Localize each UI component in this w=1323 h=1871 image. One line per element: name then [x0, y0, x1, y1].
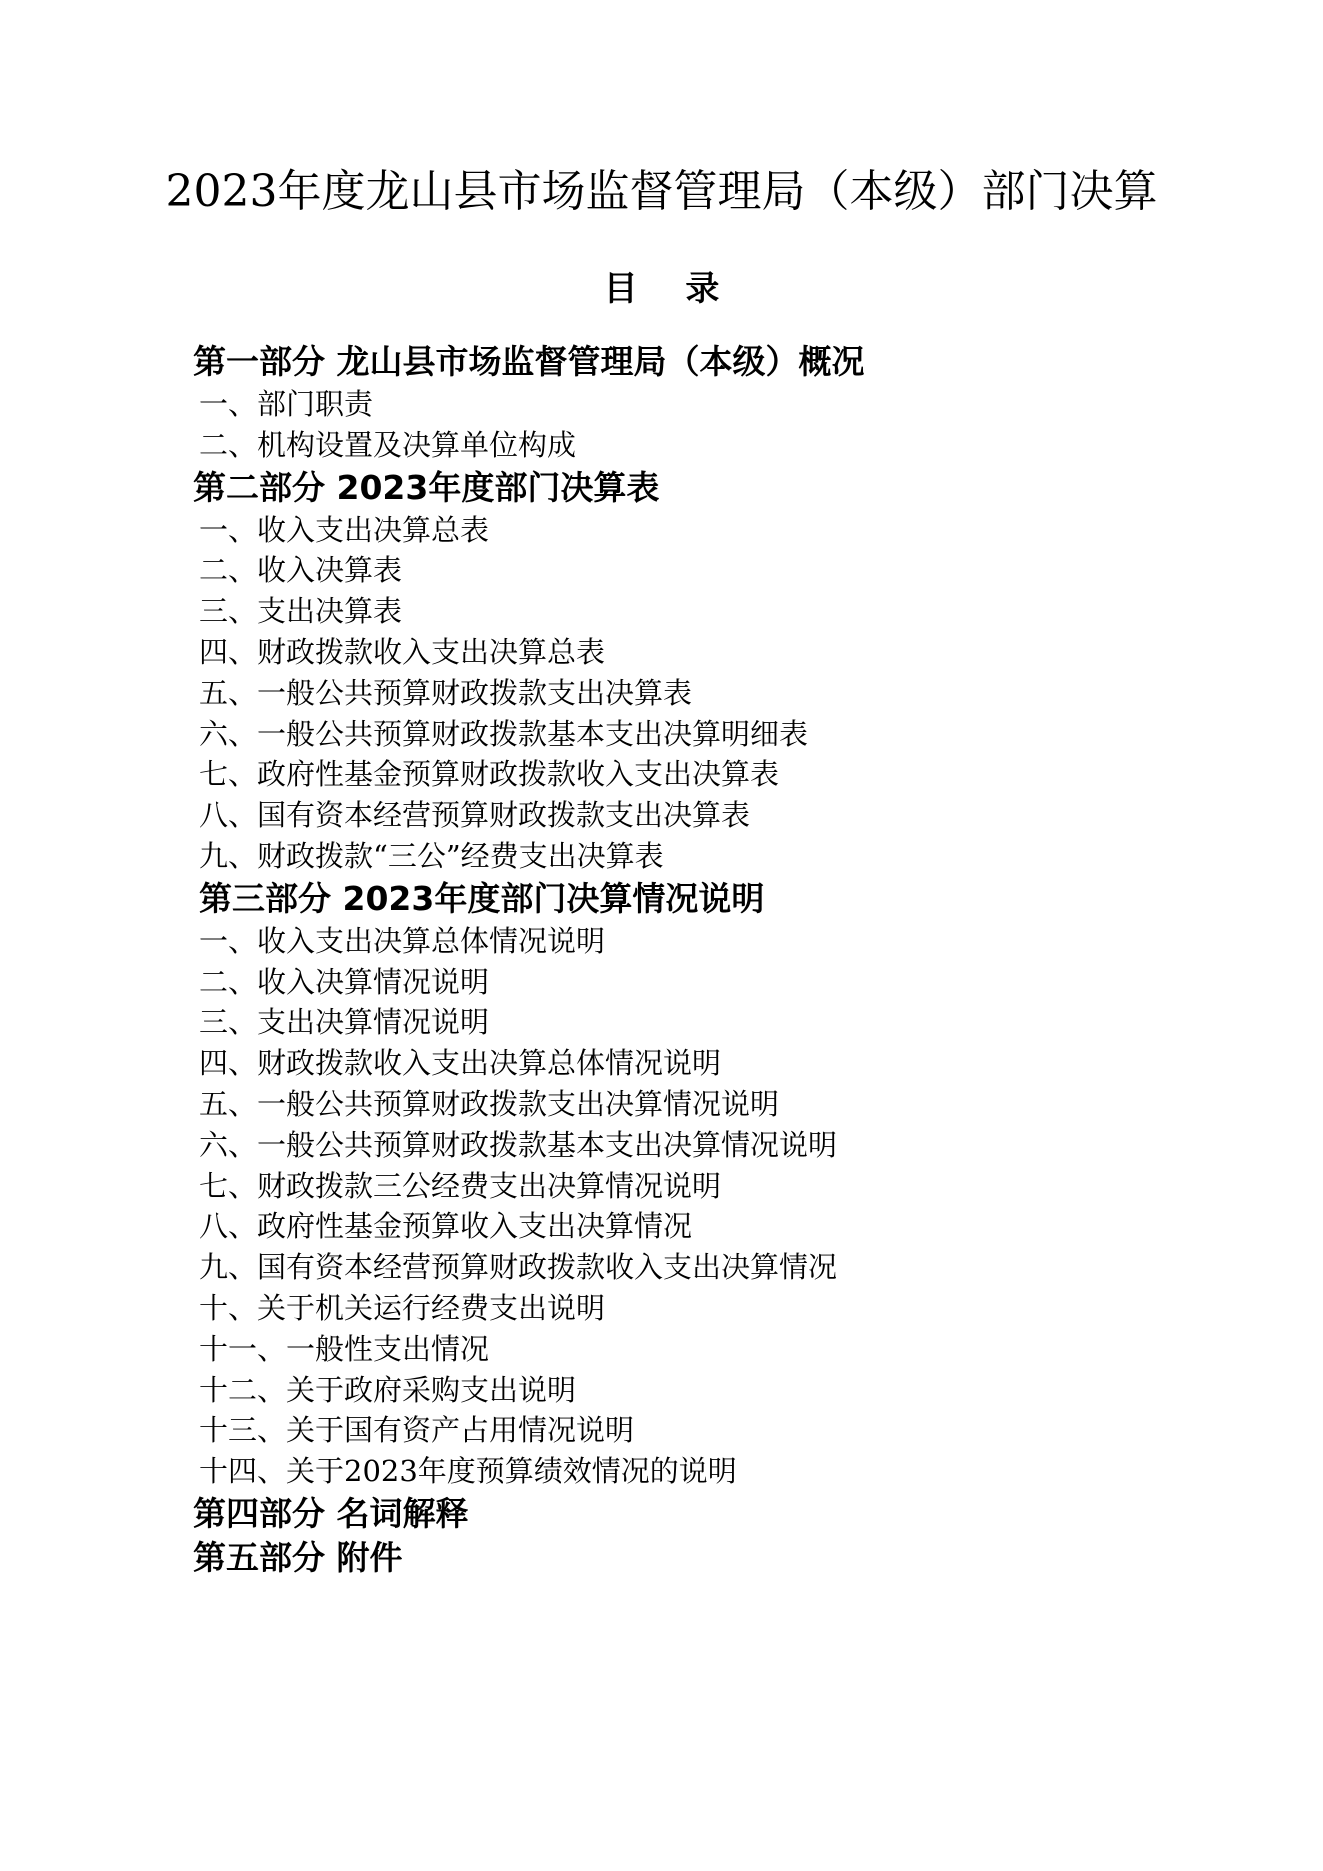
- toc-item[interactable]: 八、政府性基金预算收入支出决算情况: [199, 1209, 693, 1244]
- toc-part-3[interactable]: 第三部分 2023年度部门决算情况说明: [199, 878, 765, 918]
- toc-part-5[interactable]: 第五部分 附件: [193, 1537, 403, 1577]
- toc-item[interactable]: 十四、关于2023年度预算绩效情况的说明: [199, 1454, 737, 1489]
- toc-item[interactable]: 九、财政拨款“三公”经费支出决算表: [199, 838, 664, 873]
- toc-item[interactable]: 五、一般公共预算财政拨款支出决算表: [199, 675, 693, 710]
- toc-part-2[interactable]: 第二部分 2023年度部门决算表: [193, 467, 660, 507]
- toc-item[interactable]: 六、一般公共预算财政拨款基本支出决算明细表: [199, 716, 809, 751]
- toc-item[interactable]: 六、一般公共预算财政拨款基本支出决算情况说明: [199, 1127, 838, 1162]
- toc-item[interactable]: 十、关于机关运行经费支出说明: [199, 1290, 606, 1325]
- toc-item[interactable]: 七、政府性基金预算财政拨款收入支出决算表: [199, 757, 780, 792]
- toc-item[interactable]: 二、收入决算情况说明: [199, 964, 490, 999]
- toc-item[interactable]: 九、国有资本经营预算财政拨款收入支出决算情况: [199, 1250, 838, 1285]
- toc-item[interactable]: 五、一般公共预算财政拨款支出决算情况说明: [199, 1086, 780, 1121]
- toc-heading: 目 录: [603, 269, 738, 309]
- toc-item[interactable]: 二、收入决算表: [199, 553, 403, 588]
- document-title: 2023年度龙山县市场监督管理局（本级）部门决算: [165, 166, 1158, 217]
- toc-item[interactable]: 一、收入支出决算总表: [199, 512, 490, 547]
- toc-part-1[interactable]: 第一部分 龙山县市场监督管理局（本级）概况: [193, 342, 865, 381]
- toc-item[interactable]: 一、部门职责: [199, 387, 374, 421]
- toc-part-4[interactable]: 第四部分 名词解释: [193, 1493, 469, 1533]
- toc-item[interactable]: 三、支出决算情况说明: [199, 1005, 490, 1040]
- toc-item[interactable]: 四、财政拨款收入支出决算总体情况说明: [199, 1046, 722, 1081]
- toc-item[interactable]: 七、财政拨款三公经费支出决算情况说明: [199, 1168, 722, 1203]
- toc-item[interactable]: 三、支出决算表: [199, 594, 403, 629]
- toc-item[interactable]: 一、收入支出决算总体情况说明: [199, 923, 606, 958]
- toc-item[interactable]: 十三、关于国有资产占用情况说明: [199, 1413, 635, 1448]
- toc-item[interactable]: 十一、一般性支出情况: [199, 1331, 490, 1366]
- toc-item[interactable]: 八、国有资本经营预算财政拨款支出决算表: [199, 798, 751, 833]
- table-of-contents: [193, 340, 1193, 1580]
- toc-item[interactable]: 四、财政拨款收入支出决算总表: [199, 634, 606, 669]
- toc-item[interactable]: 二、机构设置及决算单位构成: [199, 427, 577, 462]
- toc-item[interactable]: 十二、关于政府采购支出说明: [199, 1372, 577, 1407]
